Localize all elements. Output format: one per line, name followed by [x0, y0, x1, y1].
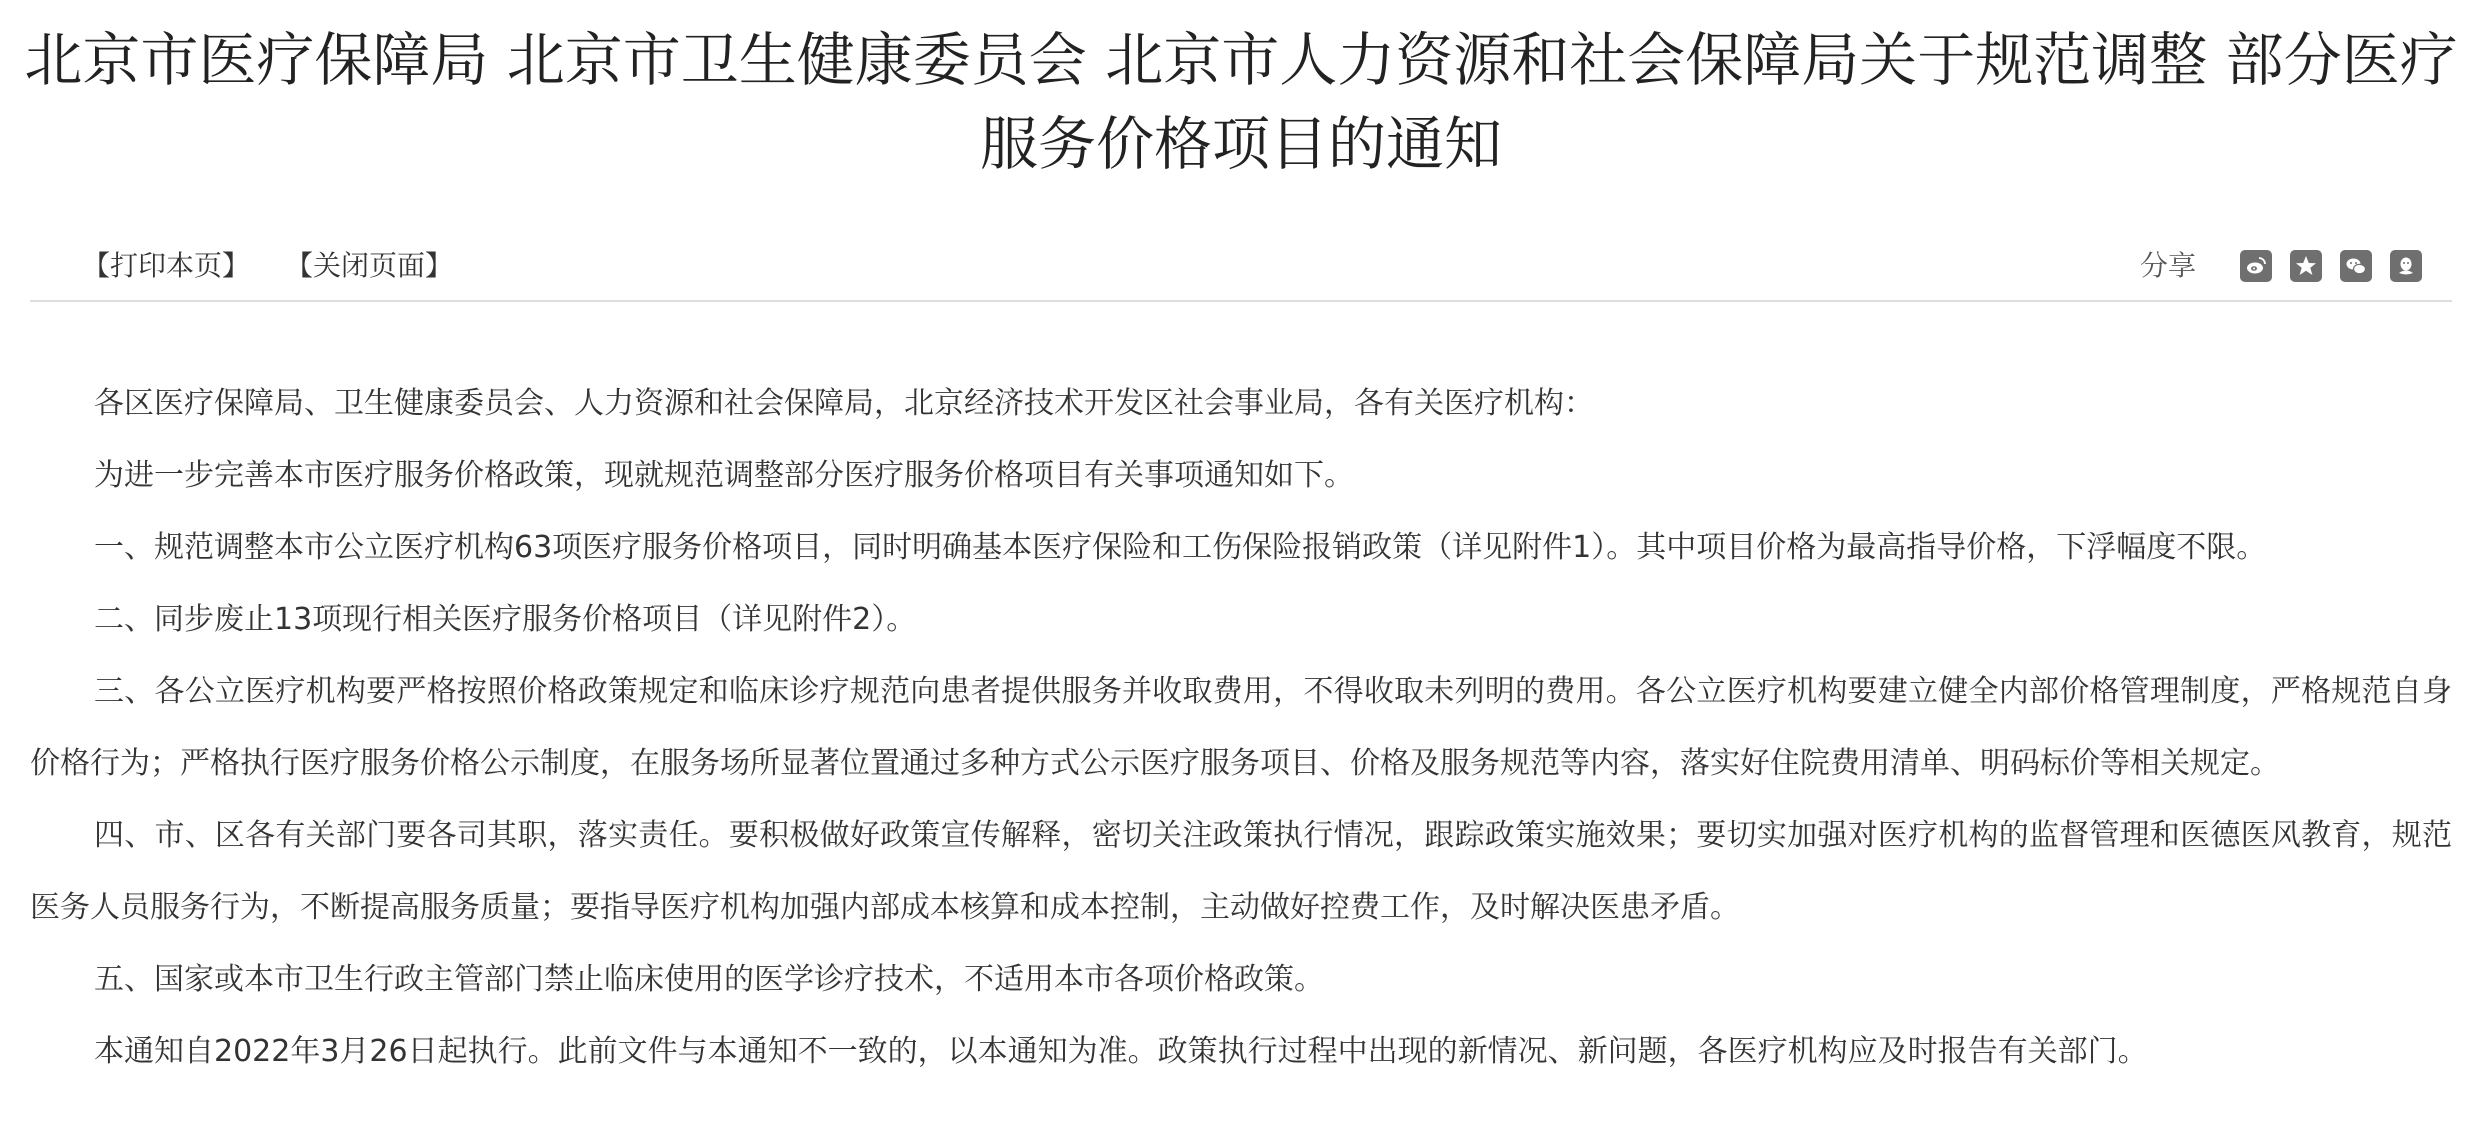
weibo-icon[interactable]: [2240, 250, 2272, 282]
share-bar: [2140, 246, 2422, 286]
page-title-line-2: 服务价格项目的通知: [979, 110, 1502, 178]
body-paragraph: 四、市、区各有关部门要各司其职，落实责任。要积极做好政策宣传解释，密切关注政策执行情况，跟踪政策实施效果；要切实加强对医疗机构的监督管理和医德医风教育，规范医务人员服务行为，不断提高服务质量；要指导医疗机构加强内部成本核算和成本控制，主动做好控费工作，及时解决医患矛盾。: [30, 818, 2452, 925]
body-paragraph: 各区医疗保障局、卫生健康委员会、人力资源和社会保障局，北京经济技术开发区社会事业局，各有关医疗机构：: [94, 386, 1594, 421]
body-paragraph: 本通知自2022年3月26日起执行。此前文件与本通知不一致的，以本通知为准。政策执行过程中出现的新情况、新问题，各医疗机构应及时报告有关部门。: [94, 1034, 2148, 1069]
share-label: 分享: [2139, 249, 2196, 282]
article-toolbar: [30, 232, 2452, 302]
body-paragraph: 五、国家或本市卫生行政主管部门禁止临床使用的医学诊疗技术，不适用本市各项价格政策。: [94, 962, 1324, 997]
qzone-icon[interactable]: [2290, 250, 2322, 282]
close-page-link[interactable]: 【关闭页面】: [285, 249, 454, 282]
wechat-icon[interactable]: [2340, 250, 2372, 282]
body-paragraph: 三、各公立医疗机构要严格按照价格政策规定和临床诊疗规范向患者提供服务并收取费用，不得收取未列明的费用。各公立医疗机构要建立健全内部价格管理制度，严格规范自身价格行为；严格执行医疗服务价格公示制度，在服务场所显著位置通过多种方式公示医疗服务项目、价格及服务规范等内容，落实好住院费用清单、明码标价等相关规定。: [30, 674, 2452, 781]
qq-icon[interactable]: [2390, 250, 2422, 282]
article-body: [30, 368, 2452, 1088]
body-paragraph: 为进一步完善本市医疗服务价格政策，现就规范调整部分医疗服务价格项目有关事项通知如下。: [94, 458, 1354, 493]
page-title: [0, 18, 2482, 186]
body-paragraph: 一、规范调整本市公立医疗机构63项医疗服务价格项目，同时明确基本医疗保险和工伤保险报销政策（详见附件1）。其中项目价格为最高指导价格，下浮幅度不限。: [94, 530, 2267, 565]
body-paragraph: 二、同步废止13项现行相关医疗服务价格项目（详见附件2）。: [94, 602, 917, 637]
page-title-line-1: 北京市医疗保障局 北京市卫生健康委员会 北京市人力资源和社会保障局关于规范调整 部分医疗: [24, 26, 2458, 94]
print-page-link[interactable]: 【打印本页】: [82, 249, 251, 282]
